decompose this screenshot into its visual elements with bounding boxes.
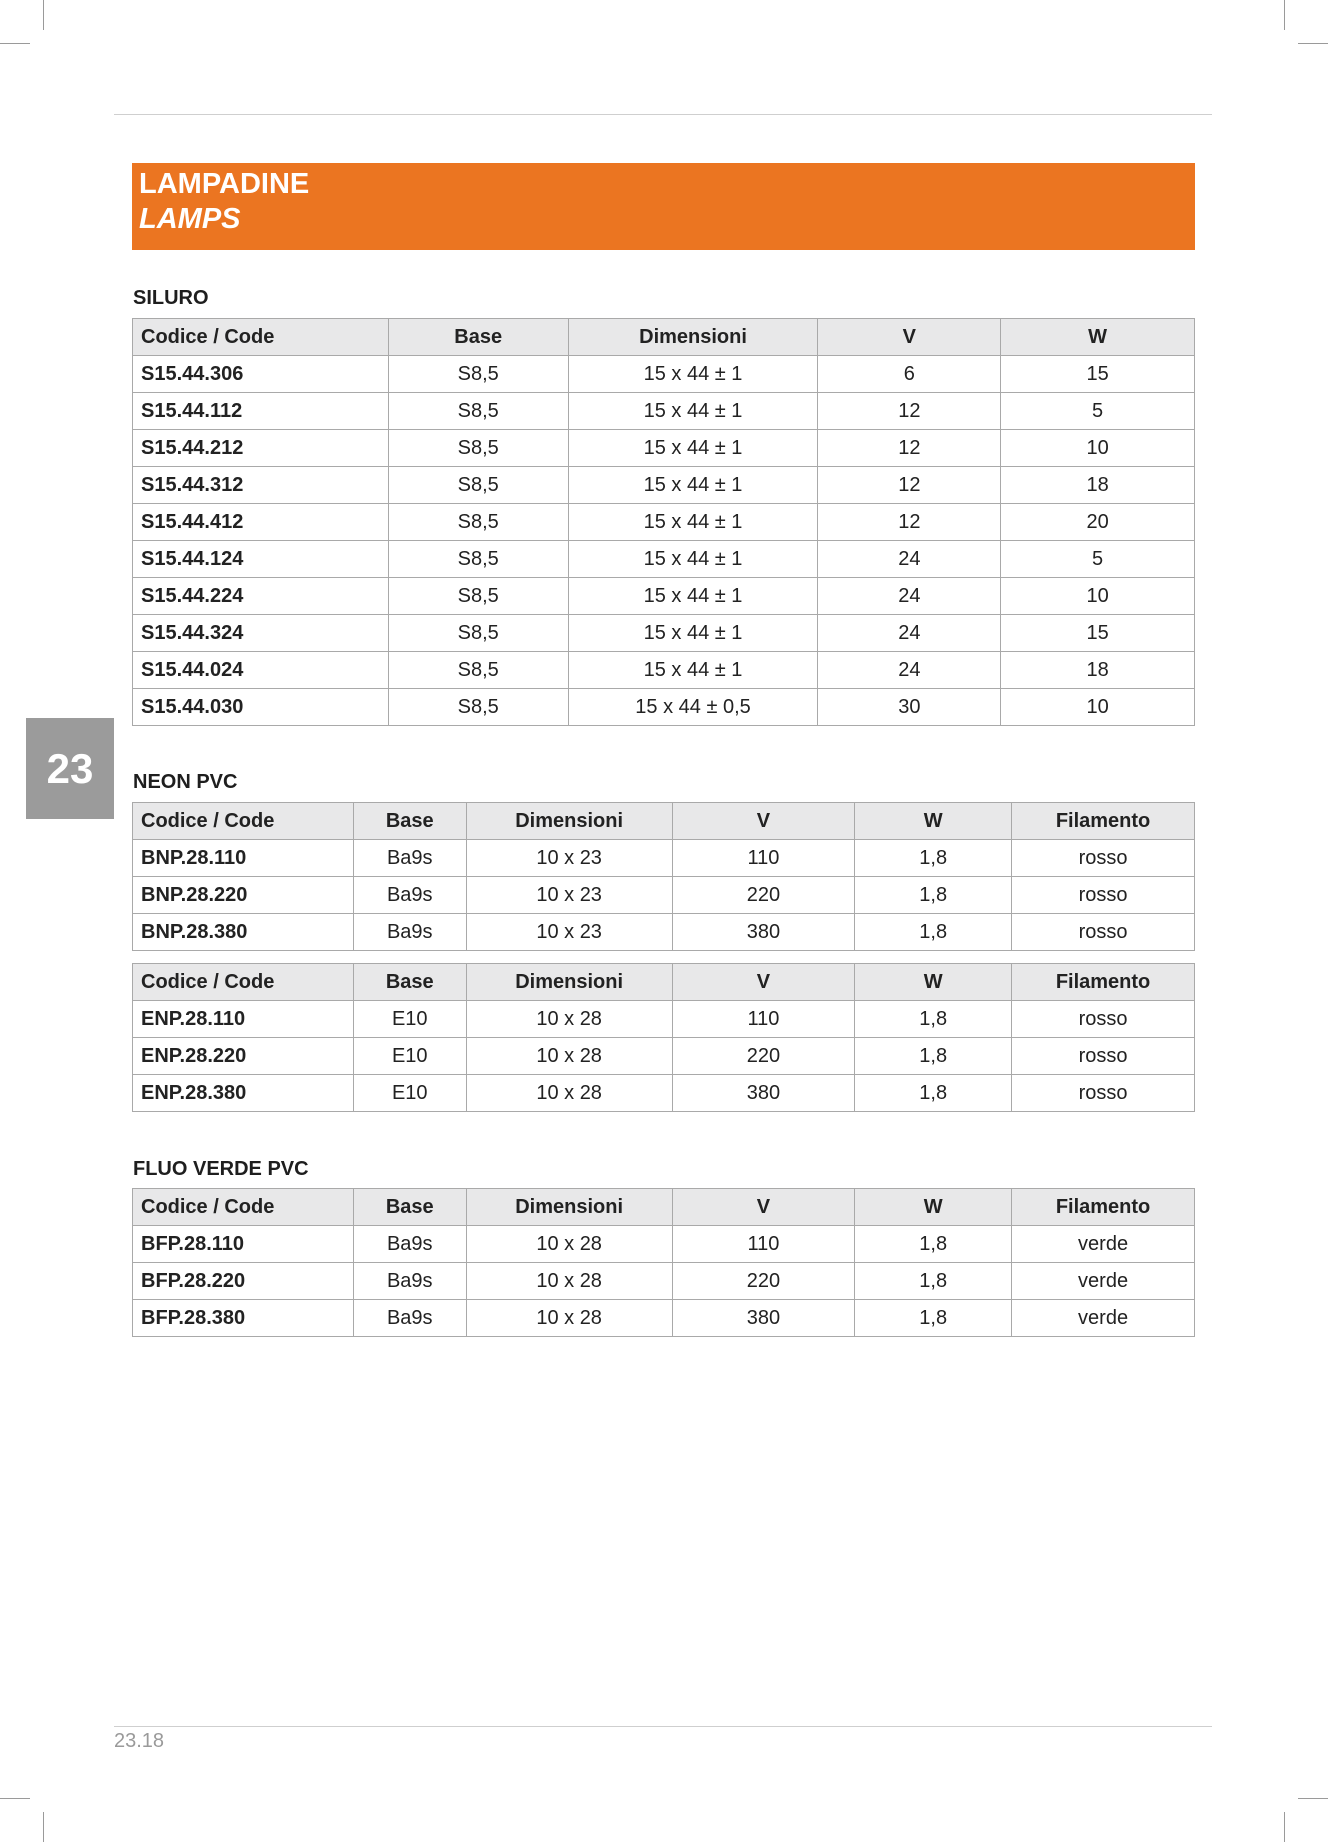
table-cell: 24 (818, 578, 1001, 615)
table-cell: 15 x 44 ± 1 (568, 393, 818, 430)
table-cell: 10 x 23 (466, 914, 672, 951)
banner-title: LAMPADINE (139, 168, 310, 200)
table-row (133, 652, 1195, 689)
product-code-cell: S15.44.324 (133, 615, 389, 652)
table-cell: 10 x 28 (466, 1001, 672, 1038)
crop-mark (1284, 1812, 1285, 1842)
product-code-cell: ENP.28.380 (133, 1075, 354, 1112)
table-cell: 1,8 (855, 877, 1012, 914)
table-cell: 220 (672, 1263, 855, 1300)
table-cell: 10 x 23 (466, 840, 672, 877)
table-cell: 15 x 44 ± 0,5 (568, 689, 818, 726)
crop-mark (1298, 1798, 1328, 1799)
table-cell: 12 (818, 504, 1001, 541)
table-row (133, 840, 1195, 877)
table-cell: rosso (1012, 877, 1195, 914)
section-banner (132, 163, 1195, 250)
product-code-cell: S15.44.124 (133, 541, 389, 578)
table-cell: 20 (1001, 504, 1195, 541)
table-cell: 220 (672, 877, 855, 914)
product-code-cell: S15.44.030 (133, 689, 389, 726)
table-row (133, 1300, 1195, 1337)
product-code-cell: BNP.28.110 (133, 840, 354, 877)
table-cell: verde (1012, 1226, 1195, 1263)
column-header: Dimensioni (466, 803, 672, 840)
table-cell: 10 x 23 (466, 877, 672, 914)
column-header: Dimensioni (466, 964, 672, 1001)
table-cell: S8,5 (388, 652, 568, 689)
neon-title: NEON PVC (133, 771, 238, 793)
product-code-cell: BNP.28.220 (133, 877, 354, 914)
table-cell: 1,8 (855, 914, 1012, 951)
table-header-row (133, 1189, 1195, 1226)
table-cell: verde (1012, 1263, 1195, 1300)
table-cell: Ba9s (353, 1263, 466, 1300)
column-header: Codice / Code (133, 1189, 354, 1226)
table-row (133, 356, 1195, 393)
table-cell: 15 x 44 ± 1 (568, 467, 818, 504)
banner-subtitle: LAMPS (139, 203, 241, 235)
column-header: V (672, 964, 855, 1001)
column-header: Filamento (1012, 1189, 1195, 1226)
product-code-cell: BFP.28.380 (133, 1300, 354, 1337)
table-cell: Ba9s (353, 914, 466, 951)
table-row (133, 1075, 1195, 1112)
table-cell: rosso (1012, 840, 1195, 877)
page-number: 23.18 (114, 1730, 165, 1752)
column-header: Base (353, 964, 466, 1001)
table-cell: 24 (818, 541, 1001, 578)
table-row (133, 393, 1195, 430)
column-header: Dimensioni (466, 1189, 672, 1226)
table-cell: 15 (1001, 615, 1195, 652)
chapter-tab: 23 (26, 718, 114, 819)
product-code-cell: BFP.28.110 (133, 1226, 354, 1263)
table-cell: 1,8 (855, 1263, 1012, 1300)
column-header: Codice / Code (133, 803, 354, 840)
crop-mark (1284, 0, 1285, 30)
column-header: W (1001, 319, 1195, 356)
crop-mark (43, 1812, 44, 1842)
table-row (133, 541, 1195, 578)
table-cell: 1,8 (855, 1300, 1012, 1337)
column-header: V (818, 319, 1001, 356)
table-row (133, 914, 1195, 951)
fluo-table (132, 1188, 1195, 1337)
table-cell: verde (1012, 1300, 1195, 1337)
fluo-title: FLUO VERDE PVC (133, 1158, 309, 1180)
table-cell: 12 (818, 430, 1001, 467)
table-row (133, 1263, 1195, 1300)
table-cell: 10 x 28 (466, 1300, 672, 1337)
column-header: W (855, 1189, 1012, 1226)
table-cell: S8,5 (388, 504, 568, 541)
table-cell: rosso (1012, 1075, 1195, 1112)
table-cell: S8,5 (388, 430, 568, 467)
table-header-row (133, 319, 1195, 356)
siluro-title: SILURO (133, 287, 209, 309)
table-cell: Ba9s (353, 840, 466, 877)
table-cell: 10 x 28 (466, 1263, 672, 1300)
column-header: Base (353, 1189, 466, 1226)
product-code-cell: S15.44.112 (133, 393, 389, 430)
neon-table-1 (132, 802, 1195, 951)
table-cell: S8,5 (388, 615, 568, 652)
table-cell: rosso (1012, 1001, 1195, 1038)
table-cell: Ba9s (353, 877, 466, 914)
table-cell: 10 (1001, 578, 1195, 615)
table-cell: 10 x 28 (466, 1075, 672, 1112)
product-code-cell: BNP.28.380 (133, 914, 354, 951)
table-header-row (133, 803, 1195, 840)
table-cell: 15 x 44 ± 1 (568, 578, 818, 615)
siluro-table (132, 318, 1195, 726)
table-cell: 110 (672, 1226, 855, 1263)
table-cell: 15 x 44 ± 1 (568, 541, 818, 578)
column-header: Codice / Code (133, 319, 389, 356)
table-cell: 5 (1001, 393, 1195, 430)
column-header: V (672, 1189, 855, 1226)
table-cell: S8,5 (388, 467, 568, 504)
product-code-cell: S15.44.412 (133, 504, 389, 541)
table-cell: 1,8 (855, 1038, 1012, 1075)
column-header: Codice / Code (133, 964, 354, 1001)
table-row (133, 578, 1195, 615)
table-cell: rosso (1012, 914, 1195, 951)
top-divider (114, 114, 1212, 115)
product-code-cell: S15.44.024 (133, 652, 389, 689)
product-code-cell: S15.44.224 (133, 578, 389, 615)
table-row (133, 877, 1195, 914)
crop-mark (43, 0, 44, 30)
table-cell: 380 (672, 1075, 855, 1112)
table-row (133, 615, 1195, 652)
table-cell: 12 (818, 393, 1001, 430)
table-cell: 10 (1001, 430, 1195, 467)
product-code-cell: S15.44.312 (133, 467, 389, 504)
table-row (133, 467, 1195, 504)
column-header: W (855, 803, 1012, 840)
table-header-row (133, 964, 1195, 1001)
table-cell: E10 (353, 1001, 466, 1038)
product-code-cell: BFP.28.220 (133, 1263, 354, 1300)
table-cell: Ba9s (353, 1300, 466, 1337)
table-cell: S8,5 (388, 393, 568, 430)
table-cell: rosso (1012, 1038, 1195, 1075)
table-row (133, 504, 1195, 541)
table-cell: 110 (672, 840, 855, 877)
table-cell: 15 x 44 ± 1 (568, 652, 818, 689)
neon-table-2 (132, 963, 1195, 1112)
table-cell: 30 (818, 689, 1001, 726)
product-code-cell: ENP.28.110 (133, 1001, 354, 1038)
column-header: Base (388, 319, 568, 356)
table-cell: S8,5 (388, 578, 568, 615)
table-cell: S8,5 (388, 689, 568, 726)
table-cell: 15 x 44 ± 1 (568, 504, 818, 541)
table-cell: 220 (672, 1038, 855, 1075)
crop-mark (1298, 43, 1328, 44)
crop-mark (0, 1798, 30, 1799)
table-cell: 24 (818, 615, 1001, 652)
column-header: Filamento (1012, 803, 1195, 840)
table-cell: 110 (672, 1001, 855, 1038)
table-cell: 10 (1001, 689, 1195, 726)
table-cell: 15 x 44 ± 1 (568, 430, 818, 467)
table-cell: 24 (818, 652, 1001, 689)
product-code-cell: S15.44.212 (133, 430, 389, 467)
table-cell: 5 (1001, 541, 1195, 578)
product-code-cell: S15.44.306 (133, 356, 389, 393)
table-cell: 10 x 28 (466, 1038, 672, 1075)
table-cell: 1,8 (855, 840, 1012, 877)
table-cell: 1,8 (855, 1001, 1012, 1038)
column-header: W (855, 964, 1012, 1001)
column-header: Dimensioni (568, 319, 818, 356)
table-cell: 15 x 44 ± 1 (568, 615, 818, 652)
table-cell: 6 (818, 356, 1001, 393)
table-cell: E10 (353, 1038, 466, 1075)
table-cell: 1,8 (855, 1075, 1012, 1112)
table-cell: 1,8 (855, 1226, 1012, 1263)
table-cell: 18 (1001, 652, 1195, 689)
table-row (133, 1038, 1195, 1075)
table-row (133, 1226, 1195, 1263)
table-cell: 380 (672, 914, 855, 951)
table-cell: 15 x 44 ± 1 (568, 356, 818, 393)
bottom-divider (114, 1726, 1212, 1727)
table-row (133, 1001, 1195, 1038)
product-code-cell: ENP.28.220 (133, 1038, 354, 1075)
column-header: Base (353, 803, 466, 840)
table-cell: Ba9s (353, 1226, 466, 1263)
column-header: Filamento (1012, 964, 1195, 1001)
table-row (133, 689, 1195, 726)
table-cell: 10 x 28 (466, 1226, 672, 1263)
table-cell: 12 (818, 467, 1001, 504)
table-row (133, 430, 1195, 467)
table-cell: 380 (672, 1300, 855, 1337)
table-cell: 15 (1001, 356, 1195, 393)
table-cell: S8,5 (388, 356, 568, 393)
column-header: V (672, 803, 855, 840)
crop-mark (0, 43, 30, 44)
table-cell: 18 (1001, 467, 1195, 504)
table-cell: S8,5 (388, 541, 568, 578)
table-cell: E10 (353, 1075, 466, 1112)
